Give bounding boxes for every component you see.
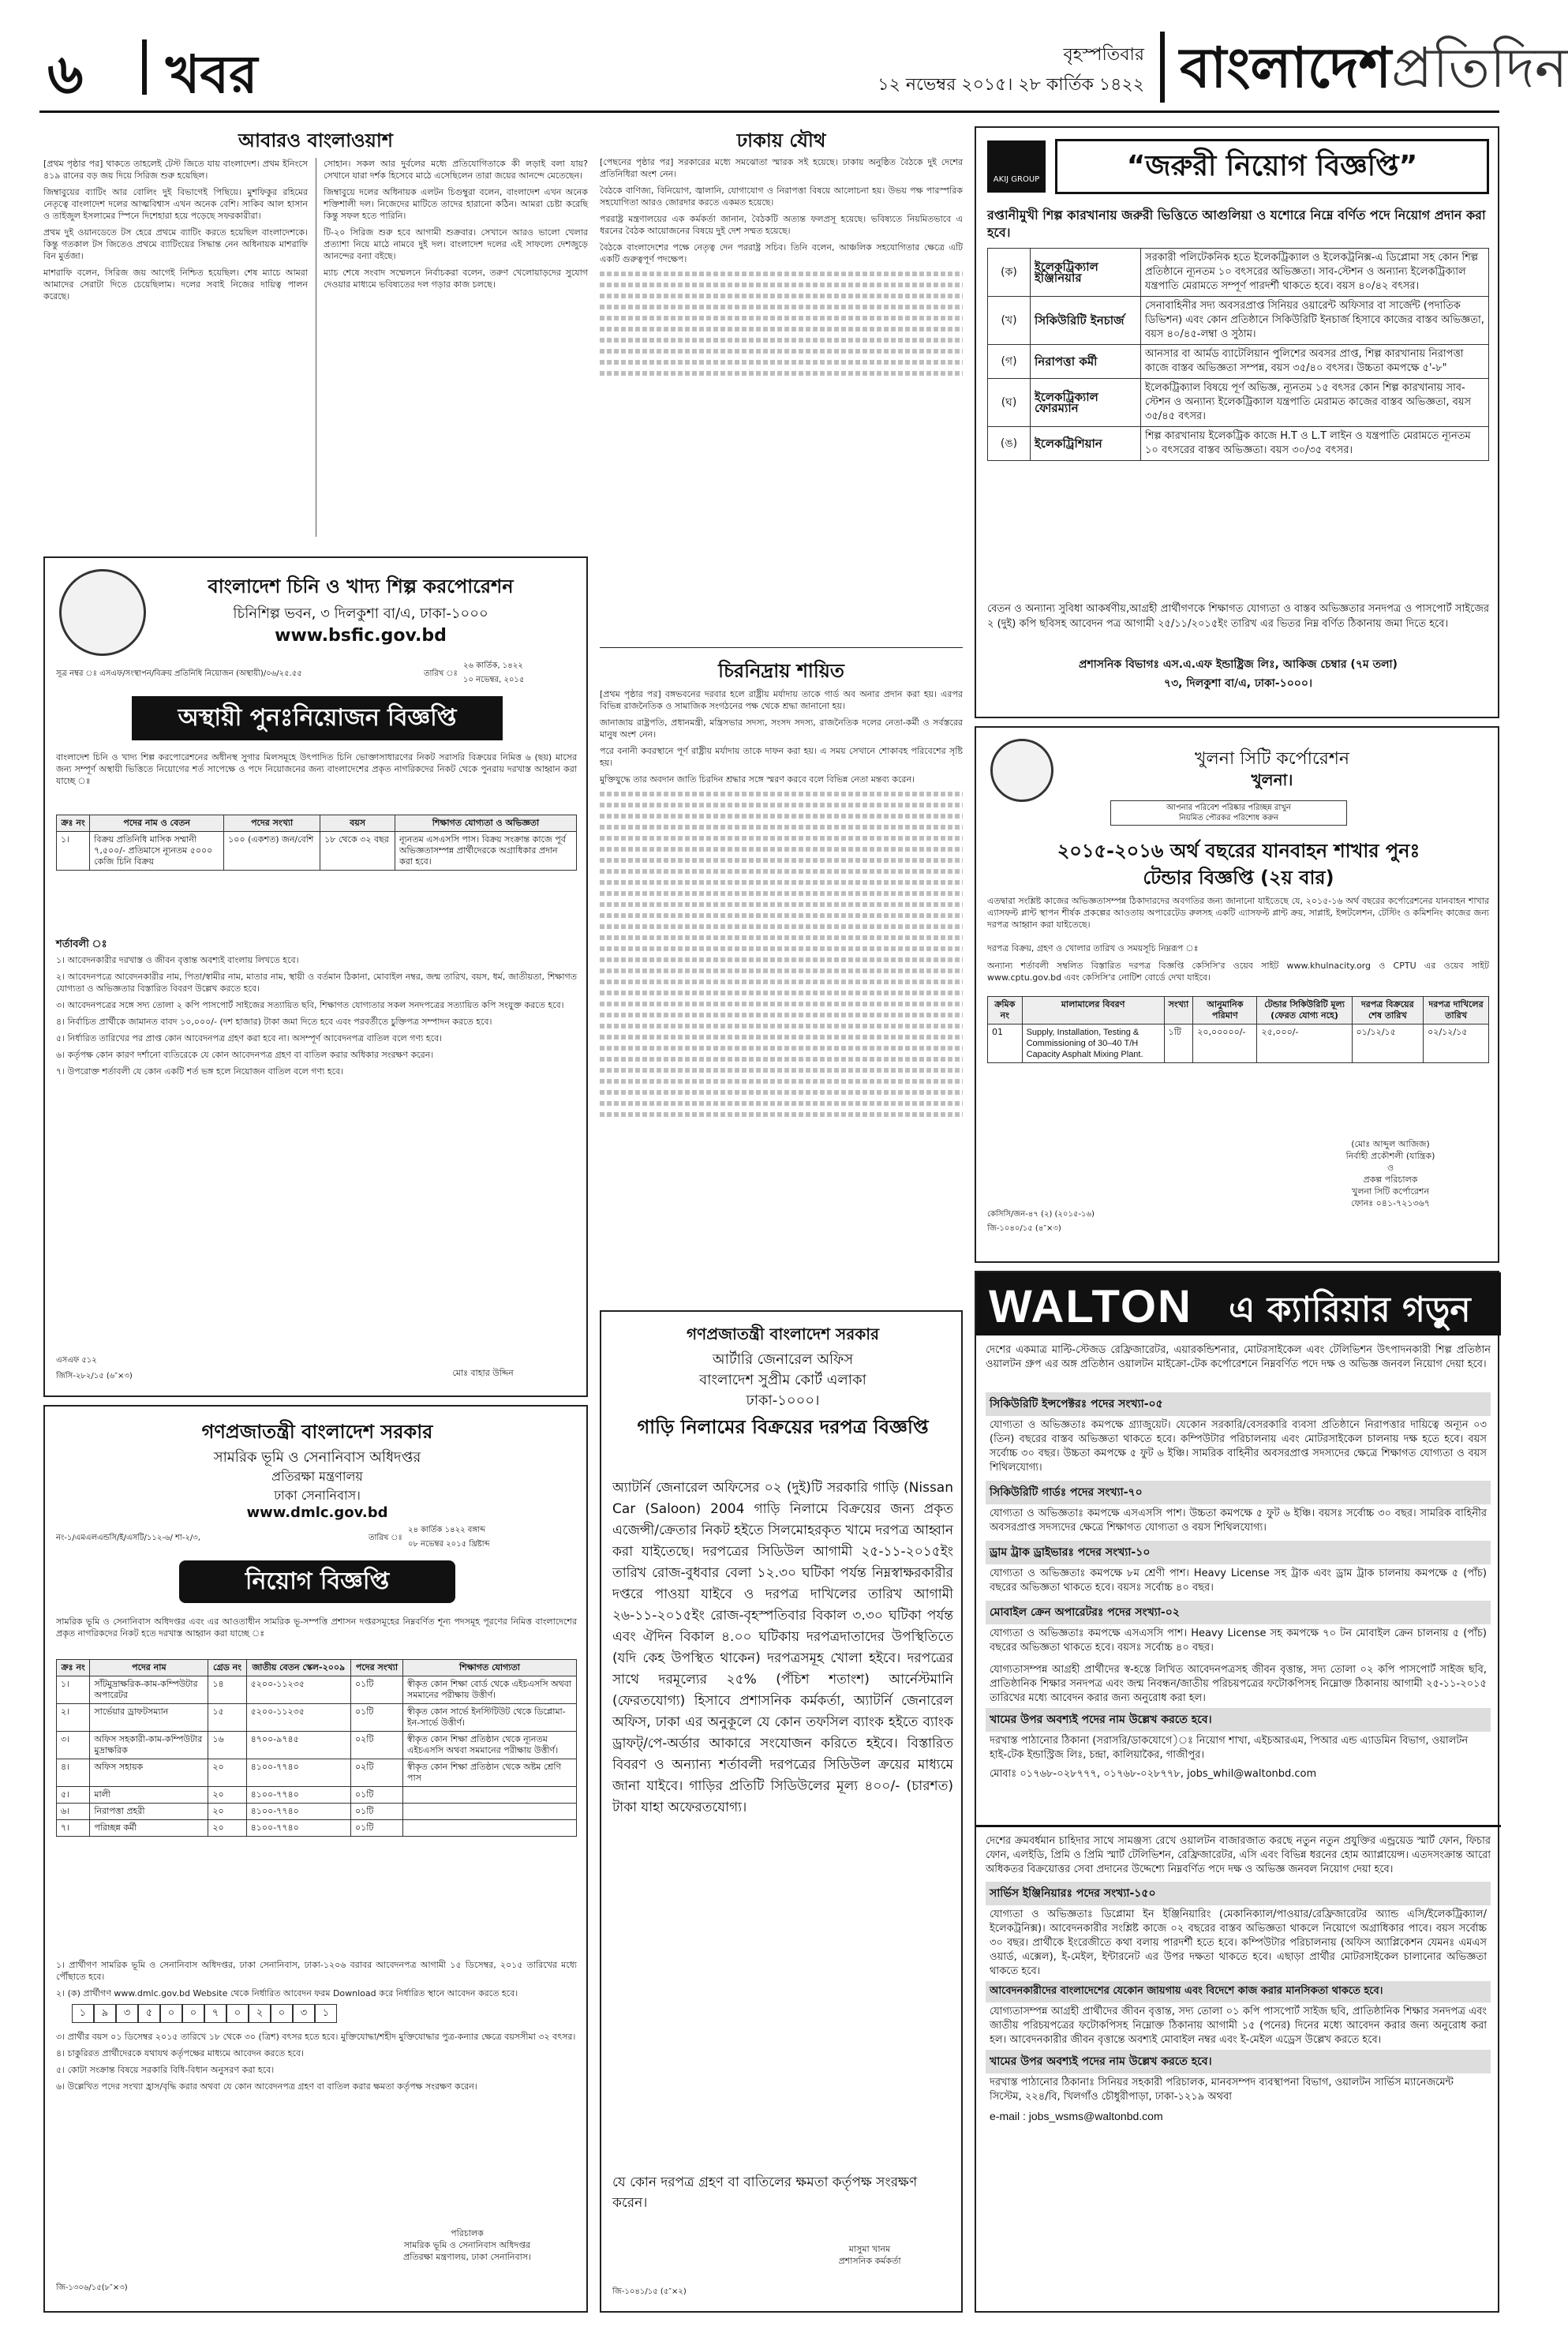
akij-address2: ৭৩, দিলকুশা বা/এ, ঢাকা-১০০০। bbox=[1163, 677, 1313, 690]
table-row bbox=[988, 249, 1489, 297]
table-cell: সেনাবাহিনীর সদ্য অবসরপ্রাপ্ত সিনিয়র ওয়ারেন্ট অফিসার বা সার্জেন্ট (পদাতিক ডিভিশন) এবং কোন প্রতিষ্ঠানে সিকিউরিটি ইনচার্জ হিসাবে কাজের বাস্তব অভিজ্ঞতা, বয়স ৪০/৪৫-লম্বা ও সুঠাম। bbox=[1141, 297, 1489, 345]
code-box: ০ bbox=[160, 2004, 182, 2023]
story-paragraph: ম্যাচ শেষে সংবাদ সম্মেলনে নির্বাচকরা বলেন, তরুণ খেলোয়াড়দের সুযোগ দেওয়ার মাধ্যমে ভবিষ্যতের দল গড়ার কাজ চলছে। bbox=[324, 268, 588, 290]
dmlc-date2: ০৮ নভেম্বর ২০১৫ খ্রিষ্টাব্দ bbox=[408, 1540, 490, 1549]
dmlc-memo: নং-১/এমএলএন্ডসি/ই/এসটি/১১২-৬/ শা-২/৩, bbox=[56, 1534, 200, 1542]
table-cell: ২। bbox=[57, 1704, 90, 1732]
dmlc-gov: গণপ্রজাতন্ত্রী বাংলাদেশ সরকার bbox=[201, 1421, 433, 1443]
table-cell: ৪১০০-৭৭৪০ bbox=[246, 1759, 350, 1787]
table-row bbox=[57, 1732, 577, 1759]
condition-item: ৭। উপরোক্ত শর্তাবলী যে কোন একটি শর্ত ভঙ্গ হলে নিয়োজন বাতিল বলে গণ্য হবে। bbox=[56, 1066, 344, 1077]
table-header: ক্রঃ নং bbox=[57, 815, 90, 832]
dmlc-org: সামরিক ভূমি ও সেনানিবাস অধিদপ্তর bbox=[213, 1449, 421, 1466]
story-cricket-col2 bbox=[324, 158, 588, 295]
masthead-date: ১২ নভেম্বর ২০১৫। ২৮ কার্তিক ১৪২২ bbox=[878, 75, 1144, 95]
table-cell: ন্যূনতম এসএসসি পাস। বিক্রয় সংক্রান্ত কাজে পূর্ব অভিজ্ঞতাসম্পন্ন প্রার্থীদেরকে অগ্রাধিকার প্রদান করা হবে। bbox=[395, 832, 577, 871]
dmlc-city: ঢাকা সেনানিবাস। bbox=[274, 1488, 361, 1503]
story-joint-headline: ঢাকায় যৌথ bbox=[736, 129, 826, 152]
akij-logo bbox=[987, 140, 1046, 193]
table-cell: ইলেকট্রিক্যাল বিষয়ে পূর্ণ অভিজ্ঞ, ন্যূনতম ১৫ বৎসর কোন শিল্প কারখানায় সাব-স্টেশন ও অন্যান্য ইলেকট্রিক্যাল যন্ত্রপাতি মেরামত কাজের বাস্তব অভিজ্ঞতা, বয়স ৩৫/৪৫ বৎসর। bbox=[1141, 379, 1489, 427]
ad-walton bbox=[975, 1271, 1499, 2313]
walton-intro2: দেশের ক্রমবর্ধমান চাহিদার সাথে সামঞ্জস্য রেখে ওয়ালটন বাজারজাত করছে নতুন নতুন প্রযুক্তির এন্ড্রয়েড স্মার্ট ফোন, ফিচার ফোন, এলইডি, প্রিমি ও প্রিমি স্মার্ট টেলিভিশন, রেফ্রিজারেটর, এসি এবং বিভিন্ন ধরনের হোম অ্যাপ্লায়েন্স। এতদসংক্রান্ত আরো অধিকতর বিক্রয়োত্তর সেবা প্রদানের উদ্দেশ্যে নিম্নবর্ণিত পদে দক্ষ ও অভিজ্ঞ জনবল নিয়োগ দেয়া হবে। bbox=[986, 1835, 1491, 1875]
masthead-divider-right bbox=[1160, 32, 1165, 103]
paper-logo-part2: প্রতিদিন bbox=[1391, 36, 1568, 100]
table-cell: ০১টি bbox=[351, 1804, 403, 1820]
table-row bbox=[988, 427, 1489, 461]
code-box: ০ bbox=[226, 2004, 249, 2023]
walton-address2: দরখাস্ত পাঠানোর ঠিকানাঃ সিনিয়র সহকারী পরিচালক, মানবসম্পদ ব্যবস্থাপনা বিভাগ, ওয়ালটন সার্ভিস ম্যানেজমেন্ট সিস্টেম, ২২৪/বি, খিলগাঁও চৌধুরীপাড়া, ঢাকা-১২১৯ অথবা bbox=[990, 2077, 1454, 2103]
table-header: গ্রেড নং bbox=[208, 1660, 246, 1676]
khulna-slogan2: নিয়মিত পৌরকর পরিশোধ করুন bbox=[1178, 814, 1279, 822]
ad-bsfic bbox=[43, 556, 588, 1397]
table-header: জাতীয় বেতন স্কেল-২০০৯ bbox=[246, 1660, 350, 1676]
auction-closing: যে কোন দরপত্র গ্রহণ বা বাতিলের ক্ষমতা কর্তৃপক্ষ সংরক্ষণ করেন। bbox=[612, 2175, 918, 2211]
table-cell: ৫। bbox=[57, 1787, 90, 1804]
table-cell: ১৬ bbox=[208, 1732, 246, 1759]
dmlc-conditions bbox=[56, 1959, 577, 2097]
auction-org: আর্টারি জেনারেল অফিস bbox=[712, 1351, 854, 1368]
table-cell: (ঘ) bbox=[988, 379, 1031, 427]
bsfic-address: চিনিশিল্প ভবন, ৩ দিলকুশা বা/এ, ঢাকা-১০০০ bbox=[233, 605, 488, 622]
story-paragraph: পরে বনানী কবরস্থানে পূর্ণ রাষ্ট্রীয় মর্যাদায় তাকে দাফন করা হয়। এ সময় সেখানে শোকাবহ পরিবেশের সৃষ্টি হয়। bbox=[600, 746, 963, 768]
table-cell: ৪১০০-৭৭৪০ bbox=[246, 1820, 350, 1837]
khulna-title2: টেন্ডার বিজ্ঞপ্তি (২য় বার) bbox=[1143, 867, 1334, 889]
bsfic-logo bbox=[59, 569, 146, 656]
table-cell: স্বীকৃত কোন শিক্ষা বোর্ড থেকে এইচএসসি অথবা সমমানের পরীক্ষায় উত্তীর্ণ। bbox=[403, 1676, 577, 1704]
table-header: মালামালের বিবরণ bbox=[1022, 997, 1164, 1025]
table-cell: ০১/১২/১৫ bbox=[1352, 1025, 1424, 1063]
bsfic-table bbox=[56, 815, 577, 871]
walton-email2: e-mail : jobs_wsms@waltonbd.com bbox=[990, 2110, 1163, 2122]
table-cell: নিরাপত্তা প্রহরী bbox=[90, 1804, 208, 1820]
table-cell: ৪১০০-৭৭৪০ bbox=[246, 1787, 350, 1804]
table-cell: ১৮ থেকে ৩২ বছর bbox=[320, 832, 395, 871]
code-box: ০ bbox=[182, 2004, 204, 2023]
table-cell: ৪১০০-৭৭৪০ bbox=[246, 1804, 350, 1820]
bsfic-conditions bbox=[56, 954, 577, 1082]
table-cell: ইলেকট্রিক্যাল ফোরম্যান bbox=[1031, 379, 1141, 427]
condition-item: ৩। আবেদনপত্রের সঙ্গে সদ্য তোলা ২ কপি পাসপোর্ট সাইজের সত্যায়িত ছবি, শিক্ষাগত যোগ্যতার সকল সনদপত্রের সত্যায়িত কপি সংযুক্ত করতে হবে। bbox=[56, 1000, 564, 1010]
table-cell bbox=[403, 1804, 577, 1820]
condition-item: ১। প্রার্থীগণ সামরিক ভূমি ও সেনানিবাস অধিদপ্তর, ঢাকা সেনানিবাস, ঢাকা-১২০৬ বরাবর আবেদনপত্র আগামী ১৫ ডিসেম্বর, ২০১৫ তারিখের মধ্যে পৌঁছাতে হবে। bbox=[56, 1960, 577, 1982]
story-paragraph: প্রথম দুই ওয়ানডেতে টস হেরে প্রথমে ব্যাটিং করতে হয়েছিল বাংলাদেশকে। কিন্তু গতকাল টস জিতেও প্রথমে ব্যাটিংয়ের সিদ্ধান্ত নেন অধিনায়ক মাশরাফি বিন মুর্তজা। bbox=[43, 227, 308, 261]
story-paragraph: টি-২০ সিরিজ শুরু হবে আগামী শুক্রবার। সেখানে আরও ভালো খেলার প্রত্যাশা নিয়ে মাঠে নামবে দুই দল। বাংলাদেশ দলের এই সাফল্যে দেশজুড়ে আনন্দের বন্যা বইছে। bbox=[324, 227, 588, 261]
akij-footer: বেতন ও অন্যান্য সুবিধা আকর্ষণীয়,আগ্রহী প্রার্থীগণকে শিক্ষাগত যোগ্যতা ও বাস্তব অভিজ্ঞতার সনদপত্র ও পাসপোর্ট সাইজের ২ (দুই) কপি ছবিসহ আবেদন পত্র আগামী ২৫/১১/২০১৫ইং তারিখ এর ভিতর নিম্ন বর্ণিত ঠিকানায় জমা দিতে হবে। bbox=[987, 603, 1489, 630]
table-cell: সার্ভেয়ার ড্রাফটসম্যান bbox=[90, 1704, 208, 1732]
dmlc-signatory-title: পরিচালক bbox=[451, 2228, 484, 2238]
khulna-sig-and: ও bbox=[1387, 1163, 1394, 1173]
table-row bbox=[988, 297, 1489, 345]
story-cricket-col1 bbox=[43, 158, 308, 307]
condition-item: ৬। উল্লেখিত পদের সংখ্যা হ্রাস/বৃদ্ধি করার অথবা যে কোন আবেদনপত্র গ্রহণ বা বাতিল করার ক্ষমতা কর্তৃপক্ষ সংরক্ষণ করেন। bbox=[56, 2081, 477, 2092]
dmlc-intro: সামরিক ভূমি ও সেনানিবাস অধিদপ্তর এবং এর আওতাধীন সামরিক ভূ-সম্পত্তি প্রশাসন দপ্তরসমূহের নিম্নবর্ণিত শূন্য পদসমূহ পূরণের নিমিত্ত বাংলাদেশের প্রকৃত নাগরিকদের নিকট হতে দরখাস্ত আহ্বান করা যাচ্ছে ঃ bbox=[56, 1616, 577, 1639]
table-cell: (ঙ) bbox=[988, 427, 1031, 461]
story-paragraph: সোহান। সকল আর দুর্বলের মধ্যে প্রতিযোগিতাকে কী লড়াই বলা যায়? সেখানে যারা দর্শক হিসেবে মাঠে এসেছিলেন তারা জয়ের আনন্দে মেতেছেন। bbox=[324, 159, 588, 181]
akij-intro: রপ্তানীমুখী শিল্প কারখানায় জরুরী ভিত্তিতে আগুলিয়া ও যশোরে নিম্নে বর্ণিত পদে নিয়োগ প্রদান করা হবে। bbox=[987, 208, 1486, 240]
dmlc-date1: ২৪ কার্তিক ১৪২২ বঙ্গাব্দ bbox=[408, 1526, 485, 1534]
table-cell: Supply, Installation, Testing & Commissioning of 30–40 T/H Capacity Asphalt Mixing Plant. bbox=[1022, 1025, 1164, 1063]
walton-post-title: সিকিউরিটি ইন্সপেক্টরঃ পদের সংখ্যা-০৫ bbox=[986, 1392, 1491, 1416]
table-cell: বিক্রয় প্রতিনিধি মাসিক সম্মানী ৭,৫০০/- প্রতিমাসে ন্যূনতম ৫০০০ কেজি চিনি বিক্রয় bbox=[90, 832, 224, 871]
walton-tagline: এ ক্যারিয়ার গড়ুন bbox=[1229, 1290, 1471, 1330]
walton-mobile1: মোবাঃ ০১৭৬৮-০২৮৭৭৭, ০১৭৬৮-০২৮৭৭৮, jobs_whil@waltonbd.com bbox=[990, 1768, 1317, 1780]
condition-item: ৪। নির্বাচিত প্রার্থীকে জামানত বাবদ ১০,০০০/- (দশ হাজার) টাকা জমা দিতে হবে এবং পরবর্তীতে চুক্তিপত্র সম্পাদন করতে হবে। bbox=[56, 1017, 492, 1027]
walton-address1: দরখাস্ত পাঠানোর ঠিকানা (সরাসরি/ডাকযোগে)ঃ নিয়োগ শাখা, এইচআরএম, পিআর এন্ড এ্যাডমিন বিভাগ, ওয়ালটন হাই-টেক ইন্ডাস্ট্রিজ লিঃ, চন্দ্রা, কালিয়াকৈর, গাজীপুর। bbox=[990, 1735, 1469, 1761]
walton-post2-note: আবেদনকারীদের বাংলাদেশের যেকোন জায়গায় এবং বিদেশে কাজ করার মানসিকতা থাকতে হবে। bbox=[986, 1981, 1491, 2002]
table-cell: ১। bbox=[57, 1676, 90, 1704]
table-cell: ২০ bbox=[208, 1820, 246, 1837]
ad-akij bbox=[975, 126, 1499, 718]
walton-apply2: যোগ্যতাসম্পন্ন আগ্রহী প্রার্থীদের জীবন বৃত্তান্ত, সদ্য তোলা ০১ কপি পাসপোর্ট সাইজ ছবি, প্রাতিষ্ঠানিক শিক্ষার সনদপত্র এবং জাতীয় পরিচয়পত্রের ফটোকপিসহ নিম্নোক্ত ঠিকানায় আগামী ১৫ (পনের) দিনের মধ্যে আবেদন করার জন্য অনুরোধ করা হল। আবেদনকারীর জীবন বৃত্তান্তে অবশ্যই মোবাইল নম্বর এবং ই-মেইল এড্রেস উল্লেখ করতে হবে। bbox=[990, 2006, 1487, 2046]
table-cell: স্বীকৃত কোন সার্ভে ইনস্টিটিউট থেকে ডিপ্লোমা-ইন-সার্ভে উত্তীর্ণ। bbox=[403, 1704, 577, 1732]
table-header: পদের নাম ও বেতন bbox=[90, 815, 224, 832]
table-header: পদের সংখ্যা bbox=[224, 815, 320, 832]
khulna-web: অন্যান্য শর্তাবলী সম্বলিত বিস্তারিত দরপত্র বিজ্ঞপ্তি কেসিসি'র ওয়েব সাইট www.khulnacity.org ও CPTU এর ওয়েব সাইট www.cptu.gov.bd এবং কেসিসি'র নোটিশ বোর্ডে দেখা যাইবে। bbox=[987, 961, 1489, 983]
table-cell: মালী bbox=[90, 1787, 208, 1804]
story-joint bbox=[600, 126, 963, 1302]
table-cell: ইলেকট্রিশিয়ান bbox=[1031, 427, 1141, 461]
khulna-table bbox=[987, 996, 1489, 1063]
auction-body: অ্যাটর্নি জেনারেল অফিসের ০২ (দুই)টি সরকারি গাড়ি (Nissan Car (Saloon) 2004 গাড়ি নিলামে বিক্রয়ের জন্য প্রকৃত এজেন্সী/ক্রেতার নিকট হইতে সিলমোহরকৃত খামে দরপত্র আহ্বান করা যাইতেছে। দরপত্রের সিডিউল আগামী ২৫-১১-২০১৫ইং তারিখ রোজ-বুধবার বেলা ১২.৩০ ঘটিকা পর্যন্ত নিম্নস্বাক্ষরকারীর দপ্তরে পাওয়া যাইবে ও দরপত্র দাখিলের তারিখ আগামী ২৬-১১-২০১৫ইং রোজ-বৃহস্পতিবার বিকাল ৩.৩০ ঘটিকা পর্যন্ত এবং ঐদিন বিকাল ৪.০০ ঘটিকায় দরপত্রদাতাদের উপস্থিতিতে (যদি কেহ উপস্থিত থাকেন) দরপত্রসমূহ খোলা হইবে। দরপত্রের সাথে দরমূল্যের ২৫% (পঁচিশ শতাংশ) আর্নেস্টমানি (ফেরতযোগ্য) হিসাবে প্রশাসনিক কর্মকর্তা, অ্যাটর্নি জেনারেল অফিস, ঢাকা এর অনুকূলে যে কোন তফসিল ব্যাংক হইতে ব্যাংক ড্রাফট্/পে-অর্ডার আকারে সংযোজন করিতে হইবে। বিস্তারিত বিবরণ ও অন্যান্য শর্তাবলী দরপত্রের সিডিউল ক্রয়ের মাধ্যমে জানা যাইবে। গাড়ির প্রতিটি সিডিউলের মূল্য ৪০০/- (চারশত) টাকা যাহা অফেরতযোগ্য। bbox=[612, 1480, 953, 1815]
auction-signatory bbox=[791, 2243, 949, 2267]
dmlc-signatory-org2: প্রতিরক্ষা মন্ত্রণালয়, ঢাকা সেনানিবাস। bbox=[402, 2252, 532, 2262]
table-cell: ৩। bbox=[57, 1732, 90, 1759]
story-burial-headline: চিরনিদ্রায় শায়িত bbox=[718, 660, 844, 682]
table-cell: ২০,০০০০০/- bbox=[1193, 1025, 1257, 1063]
code-box: ৩ bbox=[293, 2004, 315, 2023]
bsfic-conditions-title: শর্তাবলী ঃ bbox=[56, 938, 107, 950]
table-cell: ২০ bbox=[208, 1804, 246, 1820]
walton-brand: WALTON bbox=[989, 1281, 1192, 1332]
khulna-sig-title1: নির্বাহী প্রকৌশলী (যান্ত্রিক) bbox=[1345, 1151, 1435, 1161]
table-cell: ২৫,০০০/- bbox=[1257, 1025, 1352, 1063]
table-cell: শিল্প কারখানায় ইলেকট্রিক কাজে H.T ও L.T লাইন ও যন্ত্রপাতি মেরামতে ন্যূনতম ১০ বৎসরের বাস্তব অভিজ্ঞতা। বয়স ৩০/৩৫ বৎসর। bbox=[1141, 427, 1489, 461]
table-cell: ২০ bbox=[208, 1759, 246, 1787]
khulna-signatory bbox=[1292, 1138, 1489, 1209]
code-box: ৯ bbox=[94, 2004, 116, 2023]
paper-logo bbox=[1180, 25, 1568, 118]
walton-post2-title: সার্ভিস ইঞ্জিনিয়ারঃ পদের সংখ্যা-১৫০ bbox=[986, 1882, 1491, 1905]
khulna-intro: এতদ্বারা সংশ্লিষ্ট কাজের অভিজ্ঞতাসম্পন্ন ঠিকাদারদের অবগতির জন্য জানানো যাইতেছে যে, ২০১৫-১৬ অর্থ বছরের কর্পোরেশনের যানবাহন শাখার এ্যাসফল্ট প্লান্ট স্থাপন শীর্ষক প্রকল্পের আওতায় অপারেটেড রুলসহ একটি এ্যাসফল্ট প্লান্ট ক্রয়, সাপ্লাই, ইন্সটলেশন, টেস্টিং ও কমিশনিং কাজের জন্য দরপত্র আহ্বান করা যাইতেছে। bbox=[987, 896, 1489, 930]
code-box: ৩ bbox=[116, 2004, 138, 2023]
masthead-divider-left bbox=[142, 39, 147, 95]
walton-section2 bbox=[986, 1834, 1491, 2126]
table-cell: অফিস সহায়ক bbox=[90, 1759, 208, 1787]
story-paragraph: জিম্বাবুয়ের ব্যাটিং আর বোলিং দুই বিভাগেই পিছিয়ে। মুশফিকুর রহিমের নেতৃত্বে বাংলাদেশ দলের আত্মবিশ্বাস এখন অনেক বেশি। সাকিব আল হাসান ও তাইজুল ইসলামের স্পিনে দিশেহারা হয়ে পড়েছে সফরকারীরা। bbox=[43, 187, 308, 221]
khulna-slogan-box bbox=[1110, 800, 1347, 826]
walton-apply1: যোগ্যতাসম্পন্ন আগ্রহী প্রার্থীদের স্ব-হস্তে লিখিত আবেদনপত্রসহ জীবন বৃত্তান্ত, সদ্য তোলা ০২ কপি পাসপোর্ট সাইজ ছবি, প্রাতিষ্ঠানিক শিক্ষার সনদপত্র এবং জন্ম নিবন্ধন/জাতীয় পরিচয়পত্রের ফটোকপিসহ নিম্নোক্ত ঠিকানায় আগামী ২৫-১১-২০১৫ তারিখের মধ্যে আবেদন করার জন্য অনুরোধ করা হল। bbox=[990, 1664, 1487, 1704]
table-row bbox=[57, 1804, 577, 1820]
code-box: ০ bbox=[271, 2004, 293, 2023]
table-cell: সরকারী পলিটেকনিক হতে ইলেকট্রিক্যাল ও ইলেকট্রনিক্স-এ ডিপ্লোমা সহ কোন শিল্প প্রতিষ্ঠানে ন্যূনতম ১০ বৎসরের অভিজ্ঞতা। সাব-স্টেশন ও অন্যান্য ইলেকট্রিক্যাল যন্ত্রপাতি মেরামতে সম্পূর্ণ পারদর্শী থাকতে হবে। বয়স ৪০/৪২ বৎসর। bbox=[1141, 249, 1489, 297]
table-header: দরপত্র বিক্রয়ের শেষ তারিখ bbox=[1352, 997, 1424, 1025]
table-cell: ১। bbox=[57, 832, 90, 871]
ad-dmlc bbox=[43, 1405, 588, 2313]
table-cell: ০১টি bbox=[351, 1676, 403, 1704]
story-cricket bbox=[43, 126, 588, 553]
table-cell: ৭। bbox=[57, 1820, 90, 1837]
table-header: আনুমানিক পরিমাণ bbox=[1193, 997, 1257, 1025]
akij-table bbox=[987, 248, 1489, 461]
table-cell: ৫২০০-১১২৩৫ bbox=[246, 1676, 350, 1704]
table-row bbox=[57, 1787, 577, 1804]
code-box: ১ bbox=[315, 2004, 337, 2023]
table-cell: ২০ bbox=[208, 1787, 246, 1804]
dmlc-table bbox=[56, 1659, 577, 1837]
table-cell: (খ) bbox=[988, 297, 1031, 345]
table-cell: ১টি bbox=[1164, 1025, 1193, 1063]
khulna-org: খুলনা সিটি কর্পোরেশন bbox=[1194, 749, 1350, 769]
walton-post-list bbox=[986, 1392, 1491, 1784]
bsfic-code: এসএফ ৫১২ bbox=[56, 1356, 97, 1365]
story-paragraph: জিম্বাবুয়ে দলের অধিনায়ক এলটন চিগুম্বুরা বলেন, বাংলাদেশ এখন অনেক শক্তিশালী দল। নিজেদের মাটিতে তাদের হারানো কঠিন। আমরা চেষ্টা করেছি কিন্তু সফল হতে পারিনি। bbox=[324, 187, 588, 221]
story-joint-body bbox=[600, 156, 963, 382]
table-cell: সিকিউরিটি ইনচার্জ bbox=[1031, 297, 1141, 345]
walton-post-body: যোগ্যতা ও অভিজ্ঞতাঃ কমপক্ষে গ্র্যাজুয়েট। যেকোন সরকারি/বেসরকারি ব্যবসা প্রতিষ্ঠানে নিরাপত্তার দায়িত্বে অন্যূন ০৩ (তিন) বছরের বাস্তব অভিজ্ঞতা থাকতে হবে। কম্পিউটার পরিচালনায় এবং মোটরসাইকেল চালনায় দক্ষ হতে হবে। বয়স সর্বোচ্চ ৩০ বছর। উচ্চতা কমপক্ষে ৫ ফুট ৬ ইঞ্চি। সামরিক বাহিনীর অবসরপ্রাপ্ত সদস্যদের ক্ষেত্রে শিক্ষাগত যোগ্যতা ও বয়স শিথিলযোগ্য। bbox=[990, 1419, 1487, 1474]
condition-item: ২। আবেদনপত্রে আবেদনকারীর নাম, পিতা/স্বামীর নাম, মাতার নাম, স্থায়ী ও বর্তমান ঠিকানা, মোবাইল নম্বর, জন্ম তারিখ, বয়স, ধর্ম, জাতীয়তা, শিক্ষাগত যোগ্যতা ও অভিজ্ঞতার বিস্তারিত বিবরণ উল্লেখ করতে হবে। bbox=[56, 972, 577, 994]
table-header: ক্রমিক নং bbox=[988, 997, 1023, 1025]
walton-post-body: যোগ্যতা ও অভিজ্ঞতাঃ কমপক্ষে এসএসসি পাশ। উচ্চতা কমপক্ষে ৫ ফুট ৬ ইঞ্চি। বয়সঃ সর্বোচ্চ ৩০ বছর। সামরিক বাহিনীর অবসরপ্রাপ্ত সদস্যদের ক্ষেত্রে শিক্ষাগত যোগ্যতা ও বয়স শিথিলযোগ্য। bbox=[990, 1508, 1487, 1534]
table-cell bbox=[403, 1787, 577, 1804]
akij-address1: প্রশাসনিক বিভাগঃ এস.এ.এফ ইন্ডাষ্ট্রিজ লিঃ, আকিজ চেম্বার (৭ম তলা) bbox=[1079, 658, 1398, 671]
auction-code: জি-১০৪১/১৫ (৫″×২) bbox=[612, 2287, 687, 2296]
walton-post bbox=[986, 1541, 1491, 1598]
walton-post-body: যোগ্যতা ও অভিজ্ঞতাঃ কমপক্ষে ৮ম শ্রেণী পাশ। Heavy License সহ ট্রাক এবং ড্রাম ট্রাক চালনায় কমপক্ষে ৫ (পাঁচ) বছরের অভিজ্ঞতা থাকতে হবে। বয়সঃ সর্বোচ্চ ৪০ বছর। bbox=[990, 1568, 1487, 1594]
ad-auction bbox=[600, 1310, 963, 2313]
table-cell: নিরাপত্তা কর্মী bbox=[1031, 345, 1141, 379]
table-header: পদের সংখ্যা bbox=[351, 1660, 403, 1676]
khulna-slogan1: আপনার পরিবেশ পরিষ্কার পরিচ্ছন্ন রাখুন bbox=[1166, 804, 1291, 812]
table-header: বয়স bbox=[320, 815, 395, 832]
page-number: ৬ bbox=[47, 41, 84, 107]
walton-post bbox=[986, 1481, 1491, 1538]
story-paragraph: মুক্তিযুদ্ধে তার অবদান জাতি চিরদিন শ্রদ্ধার সঙ্গে স্মরণ করবে বলে বিভিন্ন নেতা মন্তব্য করেন। bbox=[600, 774, 915, 785]
khulna-logo bbox=[990, 739, 1053, 802]
akij-group-label: AKIJ GROUP bbox=[993, 175, 1040, 184]
bsfic-intro: বাংলাদেশ চিনি ও খাদ্য শিল্প করপোরেশনের অধীনস্থ সুগার মিলসমূহে উৎপাদিত চিনি ভোক্তাসাধারণের নিকট সরাসরি বিক্রয়ের নিমিত্ত ৬ (ছয়) মাসের জন্য সম্পূর্ণ অস্থায়ী ভিত্তিতে নিয়োগের শর্ত সাপেক্ষে ও পদে নিয়োজনের জন্য বাংলাদেশের প্রকৃত নাগরিকদের নিকট থেকে পুনরায় দরখাস্ত আহ্বান করা যাচ্ছে ঃ bbox=[56, 752, 577, 786]
condition-item: ৫। কোটা সংক্রান্ত বিষয়ে সরকারি বিধি-বিধান অনুসরণ করা হবে। bbox=[56, 2065, 275, 2075]
walton-envelope1: খামের উপর অবশ্যই পদের নাম উল্লেখ করতে হবে। bbox=[986, 1708, 1491, 1732]
masthead-day: বৃহস্পতিবার bbox=[1063, 45, 1144, 65]
table-cell: ০১টি bbox=[351, 1787, 403, 1804]
akij-title: “জরুরী নিয়োগ বিজ্ঞপ্তি” bbox=[1055, 139, 1489, 194]
table-cell: আনসার বা আর্মড ব্যাটেলিয়ান পুলিশের অবসর প্রাপ্ত, শিল্প কারখানায় নিরাপত্তা কাজে বাস্তব অভিজ্ঞতা সম্পন্ন, বয়স ৩৫/৪০ বৎসর। উচ্চতা কমপক্ষে ৫'-৮" bbox=[1141, 345, 1489, 379]
auction-city: ঢাকা-১০০০। bbox=[746, 1392, 820, 1409]
story-paragraph: [পেছনের পৃষ্ঠার পর] সরকারের মধ্যে সমঝোতা স্মারক সই হয়েছে। ঢাকায় অনুষ্ঠিত বৈঠকে দুই দেশের প্রতিনিধিরা অংশ নেন। bbox=[600, 157, 963, 179]
dmlc-website: www.dmlc.gov.bd bbox=[246, 1504, 388, 1521]
story-cricket-headline: আবারও বাংলাওয়াশ bbox=[238, 129, 393, 152]
walton-envelope2: খামের উপর অবশ্যই পদের নাম উল্লেখ করতে হবে। bbox=[986, 2050, 1491, 2073]
bsfic-memo: সূত্র নম্বর ঃ এসএফ/সংস্থাপন/বিক্রয় প্রতিনিধি নিয়োজন (অস্থায়ী)/০৬/২৫.৫৫ bbox=[56, 669, 302, 678]
table-header: পদের নাম bbox=[90, 1660, 208, 1676]
bsfic-date-label: তারিখ ঃ bbox=[424, 669, 458, 678]
condition-item: ২। (ক) প্রার্থীগণ www.dmlc.gov.bd Website থেকে নির্ধারিত আবেদন ফরম Download করে নির্ধারিত স্থানে আবেদন করতে হবে। bbox=[56, 1988, 518, 1998]
table-row bbox=[57, 1759, 577, 1787]
table-cell: ০১টি bbox=[351, 1820, 403, 1837]
dmlc-signatory-org: সামরিক ভূমি ও সেনানিবাস অধিদপ্তর bbox=[403, 2240, 531, 2250]
condition-item: ১। আবেদনকারীর দরখাস্ত ও জীবন বৃত্তান্ত অবশ্যই বাংলায় লিখতে হবে। bbox=[56, 955, 299, 965]
table-header: শিক্ষাগত যোগ্যতা bbox=[403, 1660, 577, 1676]
auction-org2: বাংলাদেশ সুপ্রীম কোর্ট এলাকা bbox=[699, 1372, 866, 1388]
condition-item: ৫। নির্ধারিত তারিখের পর প্রাপ্ত কোন আবেদনপত্র গ্রহণ করা হবে না। অসম্পূর্ণ আবেদনপত্র বাতিল বলে গণ্য হবে। bbox=[56, 1033, 443, 1043]
bsfic-title: অস্থায়ী পুনঃনিয়োজন বিজ্ঞপ্তি bbox=[132, 696, 503, 740]
table-cell: ০২টি bbox=[351, 1759, 403, 1787]
khulna-sig-title3: খুলনা সিটি কর্পোরেশন bbox=[1351, 1186, 1430, 1197]
auction-signatory-name: মাসুমা খানম bbox=[848, 2244, 891, 2254]
khulna-city: খুলনা। bbox=[1251, 770, 1293, 789]
table-cell: ১৫ bbox=[208, 1704, 246, 1732]
story-paragraph: বৈঠকে বাণিজ্য, বিনিয়োগ, জ্বালানি, যোগাযোগ ও নিরাপত্তা বিষয়ে আলোচনা হয়। উভয় পক্ষ পারস্পরিক সহযোগিতা আরও জোরদার করতে একমত হয়েছে। bbox=[600, 185, 963, 208]
bsfic-signatory: মোঃ বাহার উদ্দিন bbox=[452, 1368, 514, 1378]
code-box: ৫ bbox=[138, 2004, 160, 2023]
table-cell: ৬। bbox=[57, 1804, 90, 1820]
table-cell: ৫২০০-১১২৩৫ bbox=[246, 1704, 350, 1732]
ad-khulna bbox=[975, 726, 1499, 1263]
table-cell: ০২টি bbox=[351, 1732, 403, 1759]
paper-logo-part1: বাংলাদেশ bbox=[1180, 36, 1392, 100]
story-paragraph: পররাষ্ট্র মন্ত্রণালয়ের এক কর্মকর্তা জানান, বৈঠকটি অত্যন্ত ফলপ্রসূ হয়েছে। ভবিষ্যতে নিয়মিতভাবে এ ধরনের বৈঠক আয়োজনের বিষয়ে দুই দেশ সম্মত হয়েছে। bbox=[600, 214, 963, 236]
masthead bbox=[39, 17, 1568, 120]
table-row bbox=[988, 379, 1489, 427]
code-box: ১ bbox=[72, 2004, 94, 2023]
table-header: সংখ্যা bbox=[1164, 997, 1193, 1025]
table-cell: ৪। bbox=[57, 1759, 90, 1787]
bsfic-date2: ১০ নভেম্বর, ২০১৫ bbox=[463, 676, 525, 684]
condition-item: ৬। কর্তৃপক্ষ কোন কারণ দর্শানো ব্যতিরেকে যে কোন আবেদনপত্র গ্রহণ বা বাতিল করার অধিকার সংরক্ষণ করেন। bbox=[56, 1050, 434, 1060]
bsfic-org: বাংলাদেশ চিনি ও খাদ্য শিল্প করপোরেশন bbox=[208, 575, 514, 597]
table-cell: (ক) bbox=[988, 249, 1031, 297]
walton-post-title: সিকিউরিটি গার্ডঃ পদের সংখ্যা-৭০ bbox=[986, 1481, 1491, 1504]
walton-post-title: ড্রাম ট্রাক ড্রাইভারঃ পদের সংখ্যা-১০ bbox=[986, 1541, 1491, 1564]
auction-signatory-title: প্রশাসনিক কর্মকর্তা bbox=[838, 2256, 901, 2266]
walton-post bbox=[986, 1601, 1491, 1658]
table-cell: ইলেকট্রিক্যাল ইঞ্জিনিয়ার bbox=[1031, 249, 1141, 297]
table-cell: সাঁটমুদ্রাক্ষরিক-কাম-কম্পিউটার অপারেটর bbox=[90, 1676, 208, 1704]
condition-item: ৩। প্রার্থীর বয়স ০১ ডিসেম্বর ২০১৫ তারিখে ১৮ থেকে ৩০ (ত্রিশ) বৎসর হতে হবে। মুক্তিযোদ্ধা/শহীদ মুক্তিযোদ্ধার পুত্র-কন্যার ক্ষেত্রে বয়সসীমা ৩২ বৎসর। bbox=[56, 2032, 576, 2042]
table-cell: (গ) bbox=[988, 345, 1031, 379]
dmlc-code-boxes bbox=[72, 2004, 577, 2023]
khulna-note: দরপত্র বিক্রয়, গ্রহণ ও খোলার তারিখ ও সময়সূচি নিম্নরূপ ঃ bbox=[987, 943, 1199, 953]
condition-item: ৪। চাকুরিরত প্রার্থীদেরকে যথাযথ কর্তৃপক্ষের মাধ্যমে আবেদন করতে হবে। bbox=[56, 2048, 304, 2058]
khulna-code2: জি-১০৪০/১৫ (৪″×৩) bbox=[987, 1224, 1061, 1233]
table-cell: ০১টি bbox=[351, 1704, 403, 1732]
table-row bbox=[57, 832, 577, 871]
table-cell: 01 bbox=[988, 1025, 1023, 1063]
dmlc-date-label: তারিখ ঃ bbox=[369, 1534, 402, 1542]
walton-post2-body: যোগ্যতা ও অভিজ্ঞতাঃ ডিপ্লোমা ইন ইঞ্জিনিয়ারিং (মেকানিক্যাল/পাওয়ার/রেফ্রিজারেটর অ্যান্ড এসি/ইলেকট্রিক্যাল/ইলেকট্রনিক্স)। আবেদনকারীর সংশ্লিষ্ট কাজে ০২ বছরের বাস্তব অভিজ্ঞতা থাকলে নিয়োগে অগ্রাধিকার পাবে। বয়স সর্বোচ্চ ৩০ বছর। প্রার্থীকে ইংরেজীতে কথা বলায় পারদর্শী হতে হবে। কম্পিউটার পরিচালনায় (অফিস অ্যাপ্লিকেশন যেমনঃ এমএস ওয়ার্ড, এক্সেল), ই-মেইল, ইন্টারনেট এর উপর দক্ষতা থাকতে হবে। এছাড়া প্রার্থীর মোটরসাইকেল চালানোর অভিজ্ঞতা থাকতে হবে। bbox=[990, 1909, 1487, 1977]
story-paragraph: মাশরাফি বলেন, সিরিজ জয় আগেই নিশ্চিত হয়েছিল। শেষ ম্যাচে আমরা আমাদের সেরাটা দিতে চেয়েছিলাম। দলের সবাই নিজের দায়িত্ব পালন করেছে। bbox=[43, 268, 308, 302]
table-row bbox=[57, 1676, 577, 1704]
story-burial-body bbox=[600, 688, 963, 1123]
dmlc-code: জি-১৩০৬/১৫(৮″×৩) bbox=[56, 2283, 128, 2292]
table-cell: স্বীকৃত কোন শিক্ষা প্রতিষ্ঠান থেকে অষ্টম শ্রেণি পাস bbox=[403, 1759, 577, 1787]
code-box: ২ bbox=[249, 2004, 271, 2023]
table-row bbox=[57, 1820, 577, 1837]
story-paragraph: [প্রথম পৃষ্ঠার পর] বঙ্গভবনের দরবার হলে রাষ্ট্রীয় মর্যাদায় তাকে গার্ড অব অনার প্রদান করা হয়। এরপর বিভিন্ন রাজনৈতিক ও সামাজিক সংগঠনের পক্ষ থেকে শ্রদ্ধা জানানো হয়। bbox=[600, 689, 963, 711]
bsfic-website: www.bsfic.gov.bd bbox=[275, 626, 447, 646]
story-paragraph: বৈঠকে বাংলাদেশের পক্ষে নেতৃত্ব দেন পররাষ্ট্র সচিব। তিনি বলেন, আঞ্চলিক সহযোগিতার ক্ষেত্রে এটি একটি গুরুত্বপূর্ণ পদক্ষেপ। bbox=[600, 242, 963, 264]
table-header: দরপত্র দাখিলের তারিখ bbox=[1424, 997, 1489, 1025]
khulna-code1: কেসিসি/জন-৪৭ (২) (২০১৫-১৬) bbox=[987, 1210, 1095, 1219]
dmlc-title: নিয়োগ বিজ্ঞপ্তি bbox=[179, 1560, 455, 1603]
table-row bbox=[988, 1025, 1489, 1063]
table-row bbox=[988, 345, 1489, 379]
section-title: খবর bbox=[166, 44, 258, 105]
table-cell: ৪৭০০-৯৭৪৫ bbox=[246, 1732, 350, 1759]
khulna-title1: ২০১৫-২০১৬ অর্থ বছরের যানবাহন শাখার পুনঃ bbox=[1057, 840, 1420, 862]
bsfic-code2: জিসি-২৮২/১৫ (৬″×৩) bbox=[56, 1372, 133, 1380]
code-box: ৭ bbox=[204, 2004, 226, 2023]
table-header: টেন্ডার সিকিউরিটি মূল্য (ফেরত যোগ্য নহে) bbox=[1257, 997, 1352, 1025]
table-cell: স্বীকৃত কোন শিক্ষা প্রতিষ্ঠান থেকে ন্যূনতম এইচএসসি অথবা সমমানের পরীক্ষায় উত্তীর্ণ। bbox=[403, 1732, 577, 1759]
auction-title: গাড়ি নিলামের বিক্রয়ের দরপত্র বিজ্ঞপ্তি bbox=[637, 1416, 929, 1438]
table-cell: অফিস সহকারী-কাম-কম্পিউটার মুদ্রাক্ষরিক bbox=[90, 1732, 208, 1759]
dmlc-dept: প্রতিরক্ষা মন্ত্রণালয় bbox=[271, 1469, 363, 1484]
story-paragraph: [প্রথম পৃষ্ঠার পর] থাকতে তাহলেই টেস্ট জিতে যায় বাংলাদেশ। প্রথম ইনিংসে ৪১৯ রানের বড় জয় দিয়ে সিরিজ শুরু হয়েছিল। bbox=[43, 159, 308, 181]
khulna-sig-title2: প্রকল্প পরিচালক bbox=[1363, 1174, 1418, 1185]
table-cell: ১০০ (একশত) জন/বেশি bbox=[224, 832, 320, 871]
table-header: ক্রঃ নং bbox=[57, 1660, 90, 1676]
table-cell: পরিচ্ছন্ন কর্মী bbox=[90, 1820, 208, 1837]
table-cell: ১৪ bbox=[208, 1676, 246, 1704]
table-header: শিক্ষাগত যোগ্যতা ও অভিজ্ঞতা bbox=[395, 815, 577, 832]
walton-post-body: যোগ্যতা ও অভিজ্ঞতাঃ কমপক্ষে এসএসসি পাশ। Heavy License সহ কমপক্ষে ৭০ টন মোবাইল ক্রেন চালনায় ৫ (পাঁচ) বছরের অভিজ্ঞতা থাকতে হবে। বয়সঃ সর্বোচ্চ ৪০ বছর। bbox=[990, 1628, 1487, 1654]
auction-gov: গণপ্রজাতন্ত্রী বাংলাদেশ সরকার bbox=[687, 1324, 879, 1343]
khulna-signatory-name: (মোঃ আব্দুল আজিজ) bbox=[1351, 1139, 1430, 1149]
story-paragraph: জানাজায় রাষ্ট্রপতি, প্রধানমন্ত্রী, মন্ত্রিসভার সদস্য, সংসদ সদস্য, রাজনৈতিক দলের নেতা-কর্মী ও সর্বস্তরের মানুষ অংশ নেন। bbox=[600, 717, 963, 740]
walton-post-title: মোবাইল ক্রেন অপারেটরঃ পদের সংখ্যা-০২ bbox=[986, 1601, 1491, 1624]
table-cell bbox=[403, 1820, 577, 1837]
khulna-sig-phone: ফোনঃ ০৪১-৭২১৩৬৭ bbox=[1351, 1198, 1430, 1208]
bsfic-date1: ২৬ কার্তিক, ১৪২২ bbox=[463, 661, 523, 670]
dmlc-signatory bbox=[361, 2227, 574, 2263]
table-row bbox=[57, 1704, 577, 1732]
walton-post bbox=[986, 1392, 1491, 1478]
walton-intro: দেশের একমাত্র মাল্টি-স্টেজড রেফ্রিজারেটর, এয়ারকন্ডিশনার, মোটরসাইকেল এবং টেলিভিশন উৎপাদনকারী শিল্প প্রতিষ্ঠান ওয়ালটন গ্রুপ এর অঙ্গ প্রতিষ্ঠান ওয়ালটন মাইক্রো-টেক কর্পোরেশনে নিম্নবর্ণিত পদে দক্ষ ও অভিজ্ঞ জনবল নিয়োগ দেয়া হবে। bbox=[986, 1344, 1491, 1370]
table-cell: ০২/১২/১৫ bbox=[1424, 1025, 1489, 1063]
